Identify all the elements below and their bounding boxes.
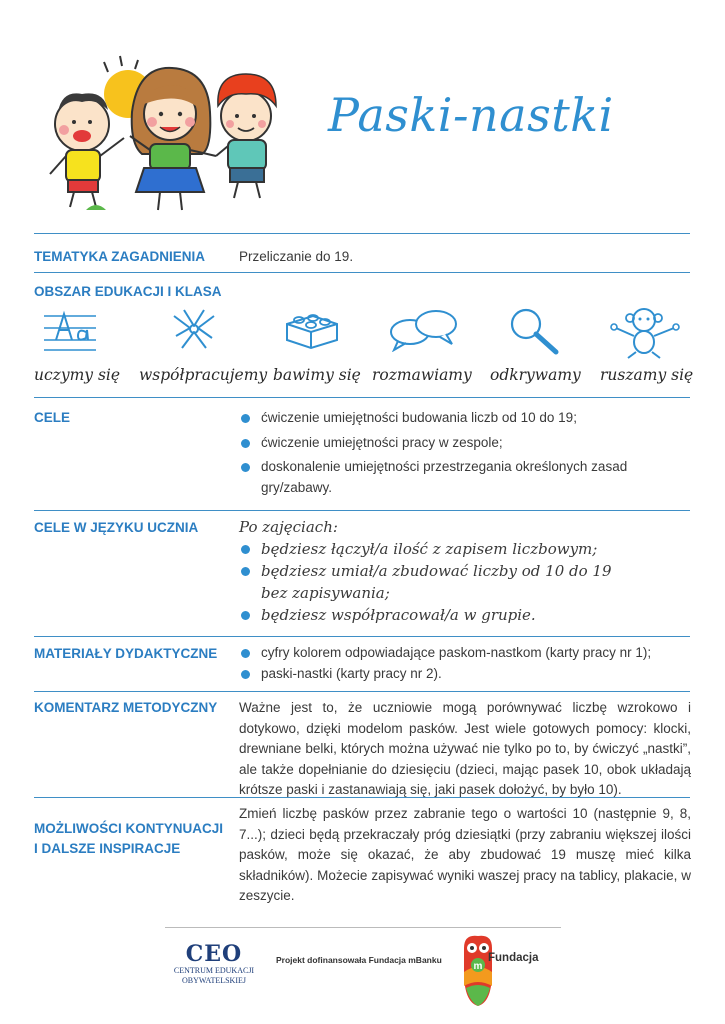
komentarz-text: Ważne jest to, że uczniowie mogą porównywać liczbę wzrokowo i dotykowo, dzięki modelom pasków. Jest wiele gotowych pomocy: klocki, drewniane belki, których można używać nie tylko po to, by ćwiczyć „nastki”, ale także dopełnianie do dziesięciu (dzieci, mając pasek 10, obok układają krótsze paski i zastanawiają się, jaki pasek dołożyć, by było 10).: [239, 700, 691, 797]
page-title: Paski-nastki: [328, 88, 614, 142]
list-item: cyfry kolorem odpowiadające paskom-nastkom (karty pracy nr 1);: [239, 643, 691, 664]
speech-bubbles-icon: [388, 306, 460, 352]
activity-label: ruszamy się: [600, 366, 694, 384]
activity-label: współpracujemy: [139, 366, 268, 384]
divider: [34, 691, 690, 692]
fundacja-logo-text: Fundacja: [488, 952, 539, 964]
activity-label: uczymy się: [34, 366, 121, 384]
divider: [34, 397, 690, 398]
list-item: będziesz łączył/a ilość z zapisem liczbowym;: [239, 538, 691, 560]
mozliwosci-text: Zmień liczbę pasków przez zabranie tego o wartości 10 (następnie 9, 8, 7...); dzieci będą przekraczały próg dziesiątki (przy zabraniu większej ilości pasków, może się okazać, że aby zbudować 19 muszę mieć kilka składników). Możecie zapisywać wyniki waszej pracy na tablicy, plakacie, w zeszycie.: [239, 806, 691, 903]
list-item: doskonalenie umiejętności przestrzegania określonych zasad gry/zabawy.: [239, 457, 691, 498]
divider: [34, 636, 690, 637]
ceo-logo: [172, 942, 256, 986]
materialy-list: [239, 643, 691, 684]
sponsor-text: Projekt dofinansowała Fundacja mBanku: [276, 955, 442, 965]
hands-icon: [168, 306, 220, 352]
ceo-logo-line: CENTRUM EDUKACJI: [173, 966, 255, 975]
list-item: paski-nastki (karty pracy nr 2).: [239, 664, 691, 685]
footer-divider: [165, 927, 561, 928]
section-label-line: MOŻLIWOŚCI KONTYNUACJI: [34, 821, 223, 836]
section-label-komentarz: KOMENTARZ METODYCZNY: [34, 700, 218, 715]
fundacja-m-letter: m: [473, 961, 483, 972]
monkey-icon: [608, 306, 682, 360]
section-label-cele: CELE: [34, 410, 71, 425]
section-label-tematyka: TEMATYKA ZAGADNIENIA: [34, 249, 205, 264]
children-illustration: [40, 52, 300, 217]
list-item: będziesz umiał/a zbudować liczby od 10 do 19 bez zapisywania;: [239, 560, 621, 604]
cele-ucznia-intro: Po zajęciach:: [239, 518, 338, 536]
divider: [34, 510, 690, 511]
ceo-logo-line: OBYWATELSKIEJ: [182, 976, 246, 985]
divider: [34, 272, 690, 273]
divider: [34, 233, 690, 234]
section-label-materialy: MATERIAŁY DYDAKTYCZNE: [34, 646, 218, 661]
list-item: ćwiczenie umiejętności budowania liczb od 10 do 19;: [239, 408, 691, 429]
activity-label: odkrywamy: [490, 366, 581, 384]
section-label-obszar: OBSZAR EDUKACJI I KLASA: [34, 284, 222, 299]
activity-label: rozmawiamy: [372, 366, 472, 384]
girl-middle-icon: [130, 68, 216, 210]
section-label-line: I DALSZE INSPIRACJE: [34, 841, 181, 856]
tematyka-text: Przeliczanie do 19.: [239, 249, 354, 264]
owl-logo-icon: [458, 932, 498, 1008]
list-item: ćwiczenie umiejętności pracy w zespole;: [239, 433, 691, 454]
activity-label: bawimy się: [273, 366, 361, 384]
magnifier-icon: [508, 306, 562, 356]
boy-right-icon: [216, 74, 276, 198]
letters-icon: [42, 306, 98, 352]
cele-list: [239, 408, 691, 498]
section-label-cele-ucznia: CELE W JĘZYKU UCZNIA: [34, 520, 199, 535]
lego-block-icon: [283, 306, 341, 352]
section-label-mozliwosci: [34, 819, 223, 859]
list-item: będziesz współpracował/a w grupie.: [239, 604, 691, 626]
cele-ucznia-content: [239, 516, 691, 626]
ceo-logo-text: CEO: [185, 941, 243, 967]
